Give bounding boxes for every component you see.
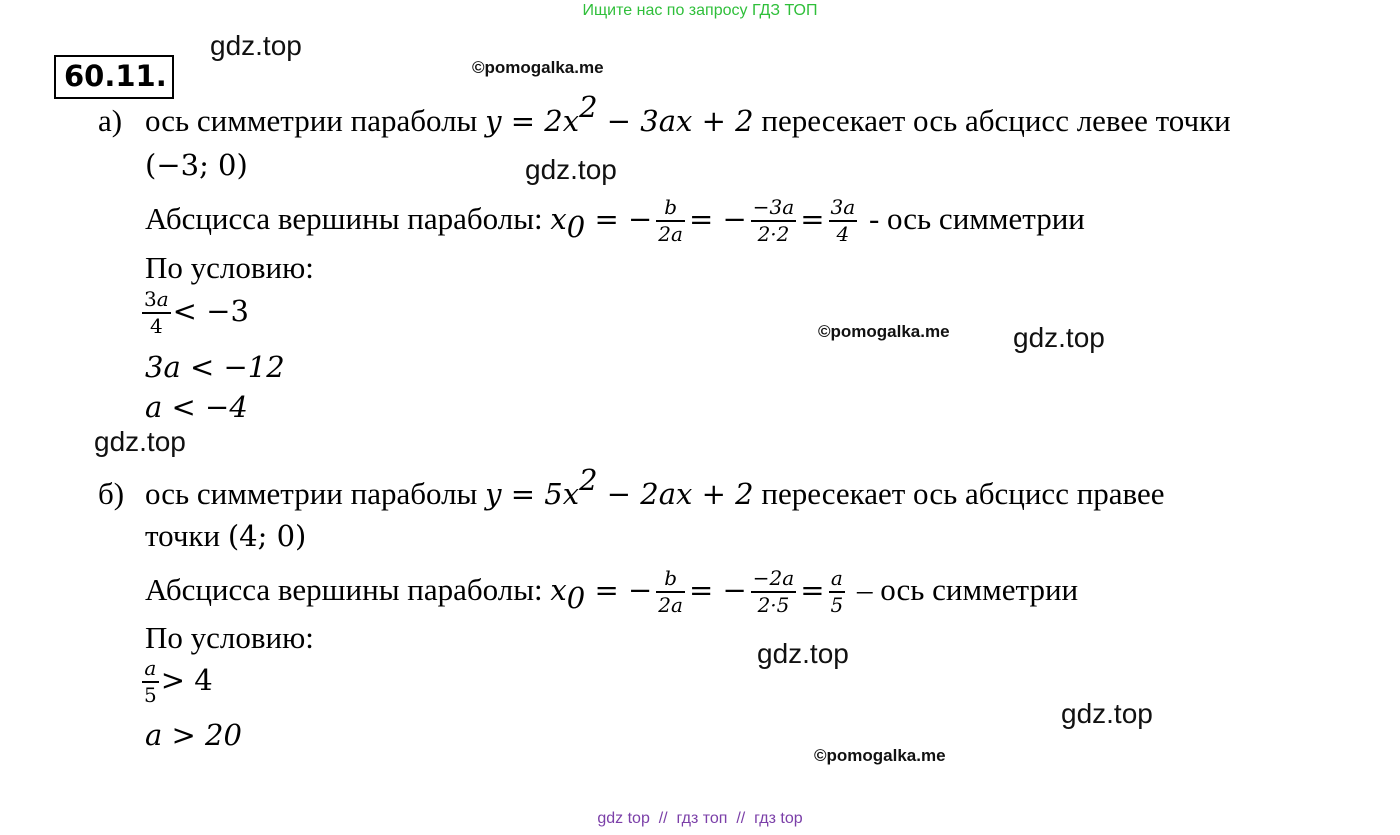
statement-text: ось симметрии параболы [145, 476, 478, 511]
parabola-formula: $y = 2x^2 - 3ax + 2$ [485, 90, 754, 138]
statement-text-after: пересекает ось абсцисс правее [761, 476, 1165, 511]
top-banner[interactable]: Ищите нас по запросу ГДЗ ТОП [582, 2, 818, 19]
part-a-step1: $\frac{3a}{4}$ < −3 [144, 287, 249, 338]
footer-link-gdz-top-mixed[interactable]: гдз top [754, 810, 803, 827]
watermark-gdz: gdz.top [94, 426, 186, 457]
watermark-gdz: gdz.top [525, 154, 617, 185]
symmetry-text: – ось симметрии [857, 572, 1079, 607]
point-word: точки [145, 518, 221, 553]
part-a-statement [145, 90, 1231, 139]
watermark-gdz: gdz.top [1061, 698, 1153, 729]
watermark-gdz: gdz.top [757, 638, 849, 669]
footer-link-gdz-top-ru[interactable]: гдз топ [676, 810, 728, 827]
part-b-point-line [145, 518, 306, 554]
part-a-step3: a < −4 [145, 390, 248, 424]
step1-rhs: < −3 [172, 294, 249, 328]
parabola-formula: $y = 5x^2 - 2ax + 2$ [485, 463, 754, 511]
footer-separator: // [658, 810, 668, 827]
statement-text: ось симметрии параболы [145, 103, 478, 138]
symmetry-text: - ось симметрии [868, 201, 1085, 236]
vertex-formula: $x_0$ = − $\frac{b}{2a}$ = − $\frac{-3a}{2\cdot 2}$ = $\frac{3a}{4}$ [550, 195, 856, 246]
watermark-pomogalka: ©pomogalka.me [472, 58, 604, 77]
footer-link-gdz-top[interactable]: gdz top [597, 810, 650, 827]
footer-links [0, 810, 1400, 828]
statement-text-after: пересекает ось абсцисс левее точки [761, 103, 1231, 138]
part-b-label: б) [98, 476, 125, 511]
watermark-pomogalka: ©pomogalka.me [818, 322, 950, 341]
vertex-text: Абсцисса вершины параболы: [145, 201, 543, 236]
watermark-gdz: gdz.top [210, 30, 302, 61]
watermark-pomogalka: ©pomogalka.me [814, 746, 946, 765]
step1-rhs: > 4 [160, 663, 213, 697]
part-b-step2: a > 20 [145, 718, 242, 752]
part-a-point: (−3; 0) [145, 148, 248, 182]
part-a-step2: 3a < −12 [145, 350, 285, 384]
part-b-vertex-line [145, 566, 1078, 618]
part-b-step1: $\frac{a}{5}$ > 4 [144, 656, 213, 707]
part-b-statement [145, 463, 1165, 512]
part-a-label: а) [98, 103, 123, 138]
part-b-condition: По условию: [145, 620, 314, 655]
vertex-formula: $x_0$ = − $\frac{b}{2a}$ = − $\frac{-2a}{2\cdot 5}$ = $\frac{a}{5}$ [550, 566, 844, 617]
part-a-vertex-line [145, 195, 1085, 247]
part-b-point: (4; 0) [227, 519, 307, 553]
task-number: 60.11. [54, 55, 174, 99]
footer-separator: // [736, 810, 746, 827]
part-a-condition: По условию: [145, 250, 314, 285]
vertex-text: Абсцисса вершины параболы: [145, 572, 543, 607]
watermark-gdz: gdz.top [1013, 322, 1105, 353]
